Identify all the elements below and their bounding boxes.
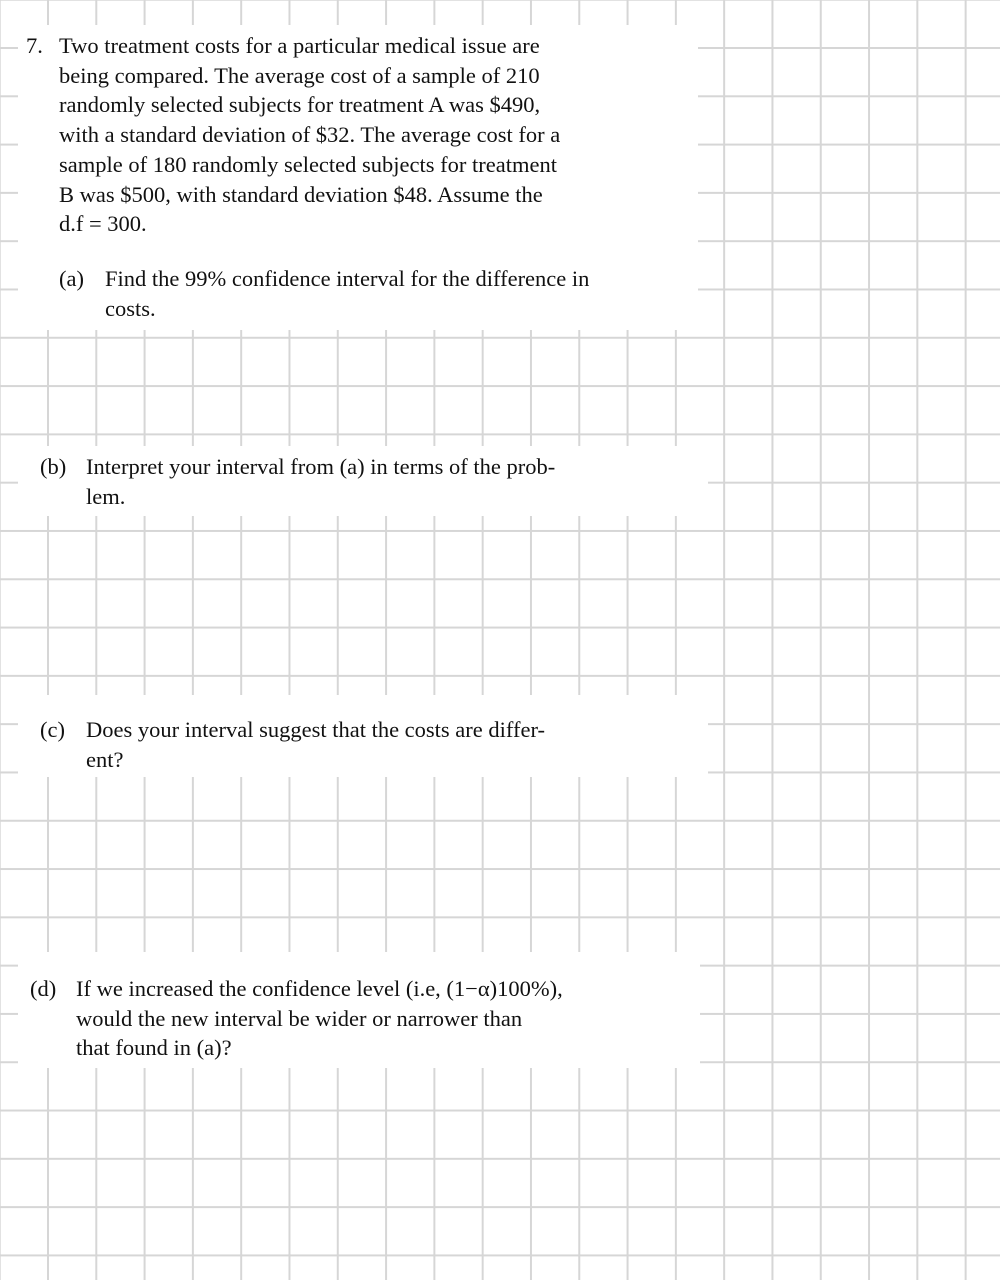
part-a-line: Find the 99% confidence interval for the difference in [105,265,590,291]
problem-statement [18,25,698,330]
part-d-line: If we increased the confidence level (i.e, (1−α)100%), [76,976,563,1001]
part-b-line: Interpret your interval from (a) in terms of the prob- [86,454,556,479]
problem-line: being compared. The average cost of a sample of 210 [59,62,540,88]
part-d [18,952,700,1068]
problem-line: d.f = 300. [59,211,147,237]
part-c [18,695,708,777]
part-a-line: costs. [105,295,156,321]
part-c-label: (c) [40,717,65,742]
part-b-label: (b) [40,454,67,479]
part-d-label: (d) [30,976,57,1001]
problem-line: Two treatment costs for a particular medical issue are [59,33,540,58]
part-d-line: that found in (a)? [76,1035,232,1061]
problem-line: sample of 180 randomly selected subjects for treatment [59,151,557,177]
problem-line: with a standard deviation of $32. The average cost for a [59,122,561,148]
problem-line: B was $500, with standard deviation $48. Assume the [59,181,543,207]
part-d-line: would the new interval be wider or narrower than [76,1005,523,1031]
part-c-line: ent? [86,746,124,772]
problem-number: 7. [26,33,43,58]
part-c-line: Does your interval suggest that the costs are differ- [86,717,545,742]
part-b-line: lem. [86,483,126,509]
part-a-label: (a) [59,265,84,291]
problem-line: randomly selected subjects for treatment A was $490, [59,92,541,118]
part-b [18,446,708,516]
